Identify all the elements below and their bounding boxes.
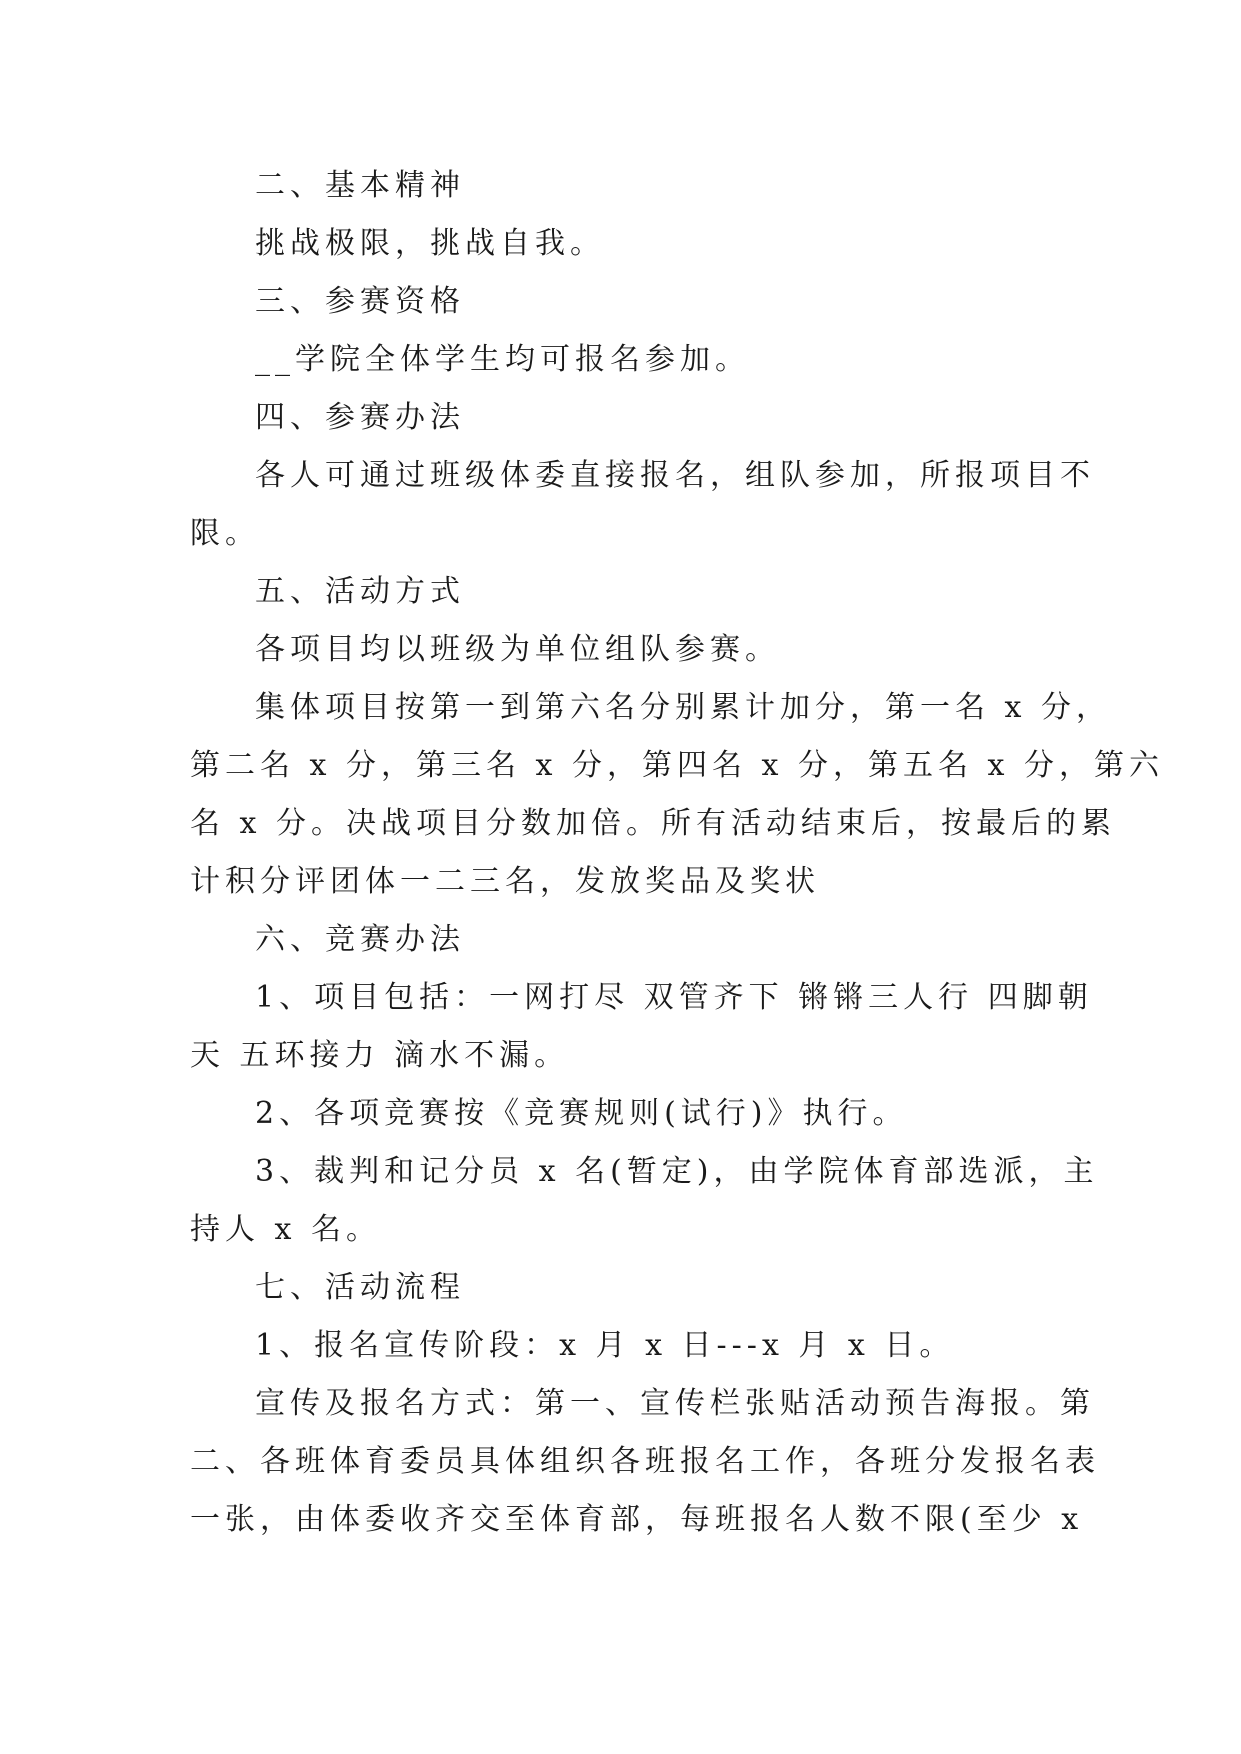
paragraph-line: 宣传及报名方式：第一、宣传栏张贴活动预告海报。第 [255, 1386, 1095, 1421]
paragraph-line: 2、各项竞赛按《竞赛规则(试行)》执行。 [255, 1096, 908, 1131]
paragraph-line: 1、报名宣传阶段：x 月 x 日---x 月 x 日。 [255, 1328, 955, 1363]
paragraph-line: 名 x 分。决战项目分数加倍。所有活动结束后，按最后的累 [190, 806, 1116, 841]
paragraph-line: 持人 x 名。 [190, 1212, 381, 1247]
paragraph-line: 第二名 x 分，第三名 x 分，第四名 x 分，第五名 x 分，第六 [190, 748, 1164, 783]
paragraph-line: 一张，由体委收齐交至体育部，每班报名人数不限(至少 x [190, 1502, 1084, 1537]
paragraph-line: 集体项目按第一到第六名分别累计加分，第一名 x 分， [255, 690, 1111, 725]
paragraph-line: 挑战极限，挑战自我。 [255, 226, 605, 261]
heading-participation-method: 四、参赛办法 [255, 400, 465, 435]
paragraph-line: 天 五环接力 滴水不漏。 [190, 1038, 570, 1073]
heading-competition-method: 六、竞赛办法 [255, 922, 465, 957]
heading-activity-process: 七、活动流程 [255, 1270, 465, 1305]
paragraph-line: 1、项目包括：一网打尽 双管齐下 锵锵三人行 四脚朝 [255, 980, 1093, 1015]
paragraph-line: 限。 [190, 516, 260, 551]
heading-activity-format: 五、活动方式 [255, 574, 465, 609]
paragraph-line: 各人可通过班级体委直接报名，组队参加，所报项目不 [255, 458, 1095, 493]
paragraph-line: 计积分评团体一二三名，发放奖品及奖状 [190, 864, 820, 899]
paragraph-line: 3、裁判和记分员 x 名(暂定)，由学院体育部选派，主 [255, 1154, 1099, 1189]
paragraph-line: 二、各班体育委员具体组织各班报名工作，各班分发报名表 [190, 1444, 1100, 1479]
paragraph-line: 各项目均以班级为单位组队参赛。 [255, 632, 780, 667]
paragraph-line: __学院全体学生均可报名参加。 [255, 342, 750, 377]
heading-eligibility: 三、参赛资格 [255, 284, 465, 319]
heading-basic-spirit: 二、基本精神 [255, 168, 465, 203]
